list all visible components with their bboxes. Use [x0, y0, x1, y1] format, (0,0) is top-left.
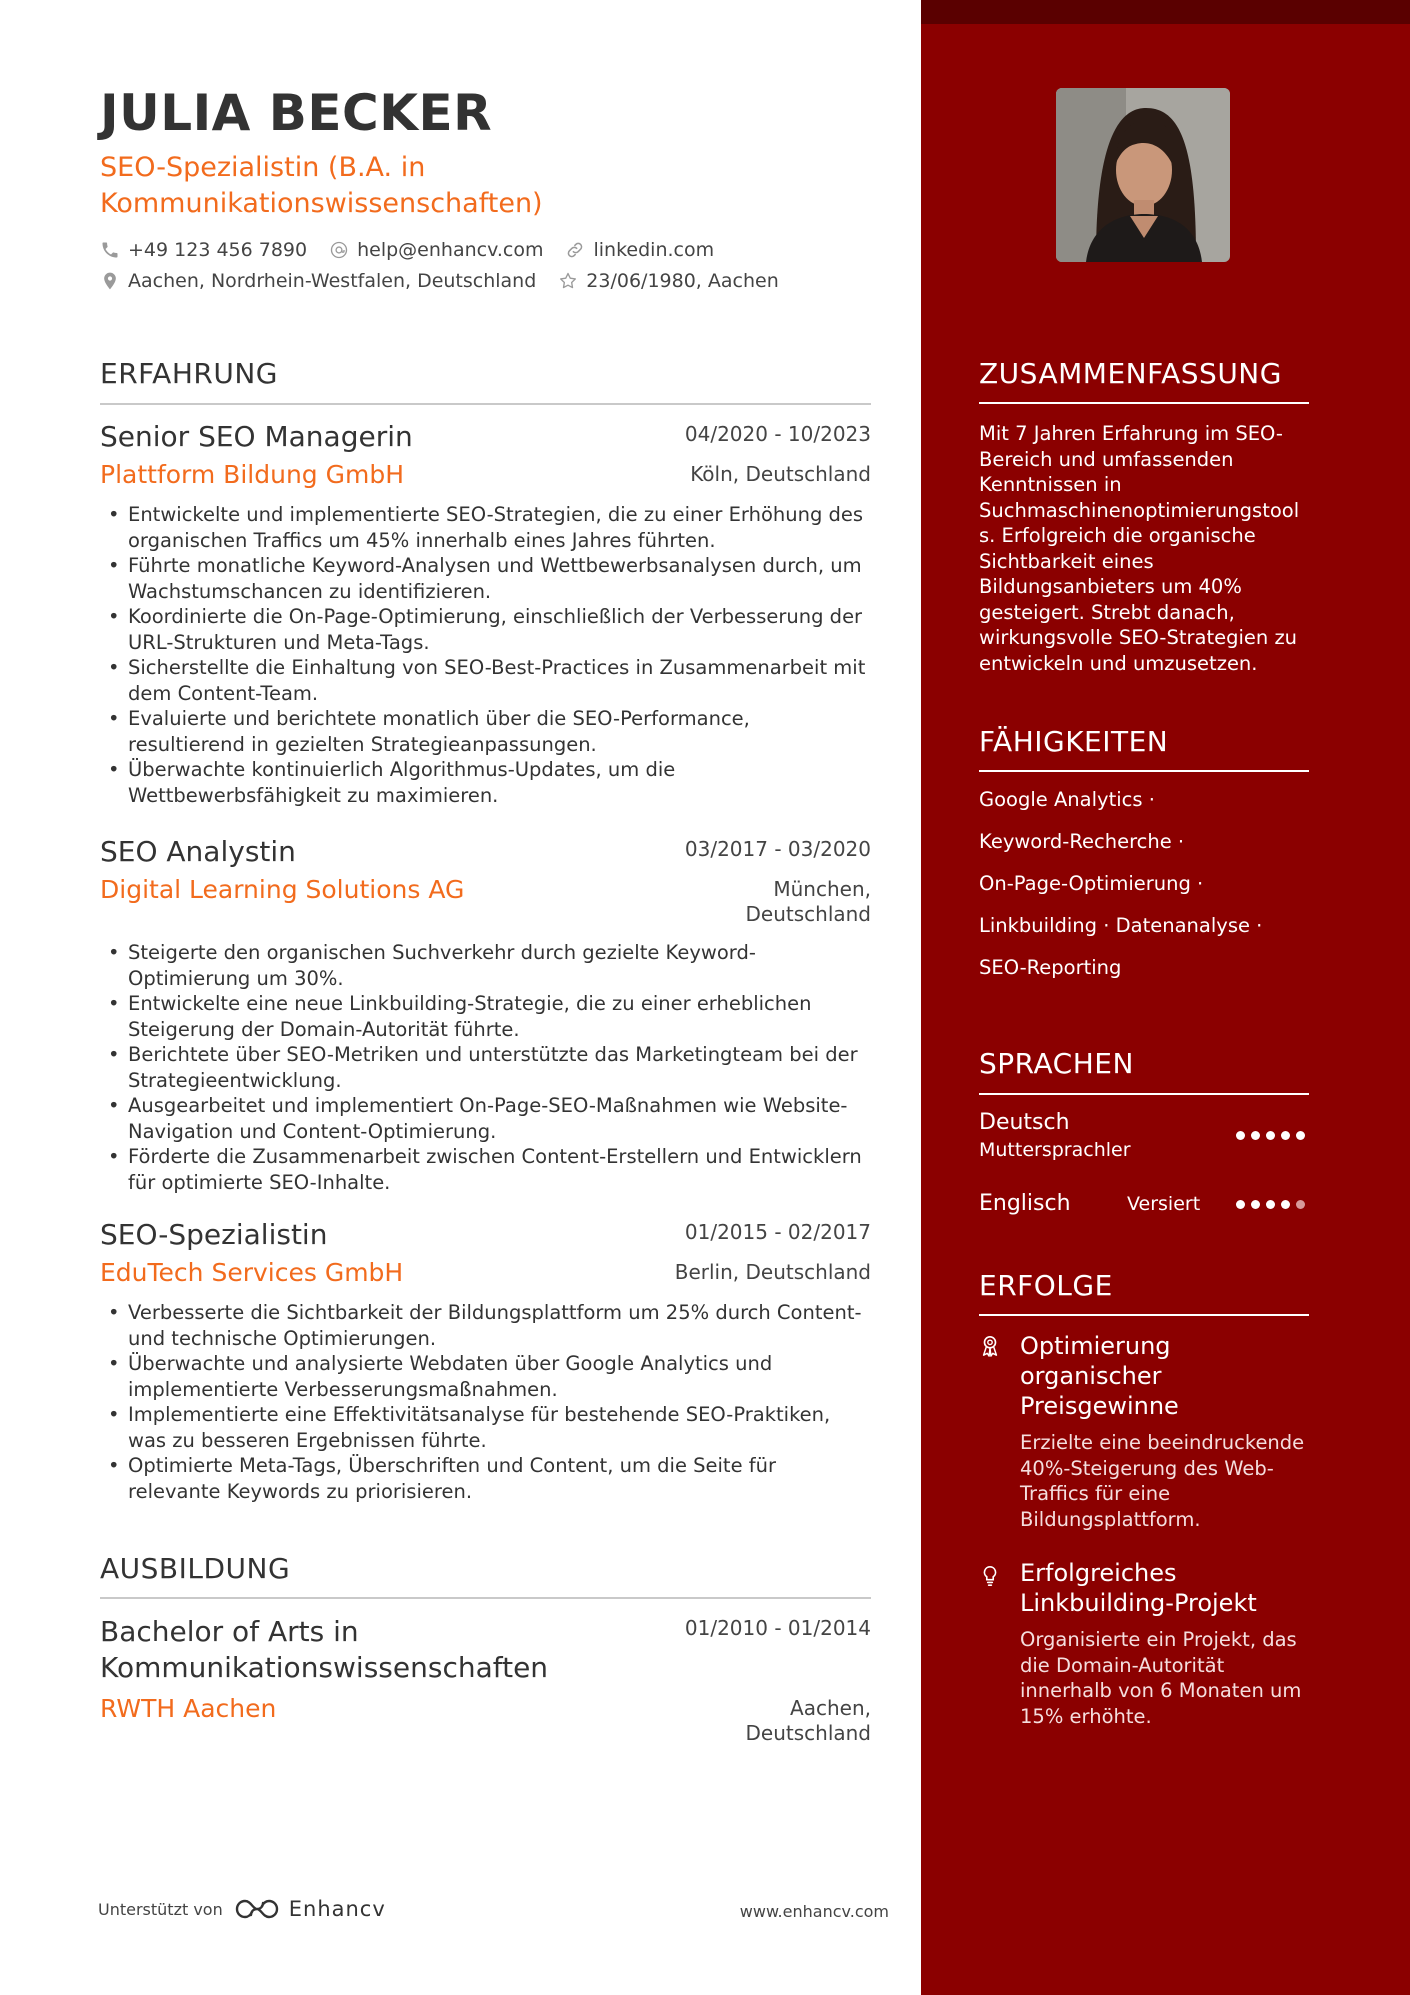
award-icon — [979, 1334, 1001, 1358]
sidebar-topbar — [921, 0, 1410, 24]
job-location-line: Deutschland — [745, 902, 871, 926]
job-company: Digital Learning Solutions AG — [100, 875, 465, 904]
footer-url[interactable]: www.enhancv.com — [739, 1902, 889, 1921]
job-title: Senior SEO Managerin — [100, 420, 413, 453]
candidate-title: SEO-Spezialistin (B.A. in Kommunikationswissenschaften) — [100, 152, 543, 219]
rating-dot — [1236, 1200, 1245, 1209]
education-location — [746, 1696, 872, 1746]
location-pin-icon — [100, 271, 120, 291]
job-title: SEO Analystin — [100, 835, 296, 868]
bullet: • Sicherstellte die Einhaltung von SEO-Best-Practices in Zusammenarbeit mit dem Content-Team. — [100, 655, 871, 706]
summary-heading: ZUSAMMENFASSUNG — [979, 357, 1282, 390]
phone-text: +49 123 456 7890 — [128, 239, 308, 261]
rating-dot — [1281, 1131, 1290, 1140]
job-location-line: München, — [773, 877, 871, 901]
footer-powered-by — [98, 1897, 386, 1921]
star-icon — [558, 271, 578, 291]
job-dates: 03/2017 - 03/2020 — [684, 837, 871, 861]
phone[interactable] — [100, 239, 307, 261]
language-name: Englisch — [979, 1191, 1071, 1216]
linkedin-text: linkedin.com — [593, 239, 715, 261]
skill-row: Linkbuilding · Datenanalyse · — [979, 914, 1263, 937]
phone-icon — [100, 240, 120, 260]
lightbulb-icon — [979, 1564, 1001, 1588]
rating-dot — [1281, 1200, 1290, 1209]
achievement-description: Erzielte eine beeindruckende 40%-Steigerung des Web-Traffics für eine Bildungsplattform. — [1020, 1431, 1305, 1531]
language-level: Muttersprachler — [979, 1139, 1131, 1161]
language-rating — [1236, 1200, 1311, 1209]
contact-row-2 — [100, 270, 801, 292]
rating-dot — [1236, 1131, 1245, 1140]
bullet: • Berichtete über SEO-Metriken und unterstützte das Marketingteam bei der Strategieentwicklung. — [100, 1042, 871, 1093]
achievements-heading: ERFOLGE — [979, 1269, 1113, 1302]
languages-heading: SPRACHEN — [979, 1047, 1134, 1080]
job-bullets — [100, 940, 871, 1195]
job-bullets — [100, 1300, 871, 1504]
location — [100, 270, 536, 292]
language-rating — [1236, 1131, 1311, 1140]
bullet: • Überwachte kontinuierlich Algorithmus-Updates, um die Wettbewerbsfähigkeit zu maximieren. — [100, 757, 871, 808]
summary-text — [979, 421, 1319, 676]
summary-line: Bereich und umfassenden — [979, 447, 1234, 471]
education-entry — [100, 1614, 871, 1754]
achievement-description: Organisierte ein Projekt, das die Domain-Autorität innerhalb von 6 Monaten um 15% erhöhte. — [1020, 1628, 1302, 1728]
job-entry — [100, 420, 871, 808]
languages-divider — [979, 1093, 1309, 1095]
bullet: • Evaluierte und berichtete monatlich über die SEO-Performance, resultierend in gezielten Strategieanpassungen. — [100, 706, 871, 757]
job-bullets — [100, 502, 871, 808]
education-location-line: Deutschland — [745, 1721, 871, 1745]
skill-row: On-Page-Optimierung · — [979, 872, 1204, 895]
job-company: Plattform Bildung GmbH — [100, 460, 404, 489]
education-heading: AUSBILDUNG — [100, 1552, 291, 1585]
skill-row: SEO-Reporting — [979, 956, 1122, 979]
degree-line: Bachelor of Arts in — [100, 1615, 359, 1648]
candidate-name: JULIA BECKER — [100, 84, 493, 142]
achievements-divider — [979, 1314, 1309, 1316]
job-dates: 01/2015 - 02/2017 — [684, 1220, 871, 1244]
degree-line: Kommunikationswissenschaften — [100, 1651, 549, 1684]
summary-divider — [979, 402, 1309, 404]
rating-dot — [1251, 1200, 1260, 1209]
job-entry — [100, 1218, 871, 1504]
at-icon — [329, 240, 349, 260]
rating-dot — [1251, 1131, 1260, 1140]
job-location: Berlin, Deutschland — [674, 1260, 871, 1284]
job-location — [746, 877, 872, 927]
language-level: Versiert — [1127, 1193, 1201, 1215]
rating-dot — [1266, 1200, 1275, 1209]
bullet: • Entwickelte und implementierte SEO-Strategien, die zu einer Erhöhung des organischen Traffics um 45% innerhalb eines Jahres führten. — [100, 502, 871, 553]
skills-divider — [979, 770, 1309, 772]
rating-dot — [1296, 1131, 1305, 1140]
contact-row-1 — [100, 239, 736, 261]
achievement-title: Optimierung organischer Preisgewinne — [1020, 1332, 1179, 1420]
experience-divider — [100, 403, 871, 405]
enhancv-logo-icon — [233, 1897, 281, 1921]
email[interactable] — [329, 239, 543, 261]
bullet: • Koordinierte die On-Page-Optimierung, einschließlich der Verbesserung der URL-Strukturen und Meta-Tags. — [100, 604, 871, 655]
link-icon — [565, 240, 585, 260]
profile-photo — [1056, 88, 1230, 262]
bullet: • Förderte die Zusammenarbeit zwischen Content-Erstellern und Entwicklern für optimierte SEO-Inhalte. — [100, 1144, 871, 1195]
summary-line: Suchmaschinenoptimierungstool — [979, 498, 1300, 522]
bullet: • Verbesserte die Sichtbarkeit der Bildungsplattform um 25% durch Content- und technische Optimierungen. — [100, 1300, 871, 1351]
skill-row: Keyword-Recherche · — [979, 830, 1185, 853]
summary-line: Bildungsanbieters um 40% — [979, 575, 1242, 598]
language-name: Deutsch — [979, 1110, 1070, 1135]
job-title: SEO-Spezialistin — [100, 1218, 328, 1251]
rating-dot — [1296, 1200, 1305, 1209]
enhancv-brand[interactable]: Enhancv — [288, 1897, 386, 1921]
bullet: • Optimierte Meta-Tags, Überschriften und Content, um die Seite für relevante Keywords zu priorisieren. — [100, 1453, 871, 1504]
education-location-line: Aachen, — [790, 1696, 871, 1720]
bullet: • Steigerte den organischen Suchverkehr durch gezielte Keyword-Optimierung um 30%. — [100, 940, 871, 991]
bullet: • Implementierte eine Effektivitätsanalyse für bestehende SEO-Praktiken, was zu besseren Ergebnissen führte. — [100, 1402, 871, 1453]
job-location: Köln, Deutschland — [690, 462, 871, 486]
rating-dot — [1266, 1131, 1275, 1140]
job-dates: 04/2020 - 10/2023 — [684, 422, 871, 446]
birth-text: 23/06/1980, Aachen — [586, 270, 779, 292]
bullet: • Führte monatliche Keyword-Analysen und Wettbewerbsanalysen durch, um Wachstumschancen zu identifizieren. — [100, 553, 871, 604]
summary-line: gesteigert. Strebt danach, — [979, 600, 1235, 624]
skills-heading: FÄHIGKEITEN — [979, 725, 1169, 758]
birth — [558, 270, 778, 292]
summary-line: s. Erfolgreich die organische — [979, 524, 1256, 547]
education-dates: 01/2010 - 01/2014 — [684, 1616, 871, 1640]
linkedin[interactable] — [565, 239, 714, 261]
summary-line: Sichtbarkeit eines — [979, 549, 1154, 573]
powered-by-text: Unterstützt von — [98, 1899, 223, 1919]
sidebar — [921, 0, 1410, 1995]
job-entry — [100, 835, 871, 1195]
summary-line: Kenntnissen in — [979, 473, 1122, 496]
education-divider — [100, 1597, 871, 1599]
bullet: • Ausgearbeitet und implementiert On-Page-SEO-Maßnahmen wie Website-Navigation und Content-Optimierung. — [100, 1093, 871, 1144]
email-text: help@enhancv.com — [357, 239, 544, 261]
bullet: • Überwachte und analysierte Webdaten über Google Analytics und implementierte Verbesserungsmaßnahmen. — [100, 1351, 871, 1402]
job-company: EduTech Services GmbH — [100, 1258, 404, 1287]
skill-row: Google Analytics · — [979, 788, 1155, 811]
summary-line: Mit 7 Jahren Erfahrung im SEO- — [979, 422, 1283, 445]
degree — [100, 1614, 548, 1686]
bullet: • Entwickelte eine neue Linkbuilding-Strategie, die zu einer erheblichen Steigerung der Domain-Autorität führte. — [100, 991, 871, 1042]
location-text: Aachen, Nordrhein-Westfalen, Deutschland — [128, 270, 537, 292]
summary-line: entwickeln und umzusetzen. — [979, 651, 1258, 675]
school: RWTH Aachen — [100, 1694, 277, 1723]
summary-line: wirkungsvolle SEO-Strategien zu — [979, 626, 1298, 649]
achievement-title: Erfolgreiches Linkbuilding-Projekt — [1020, 1559, 1257, 1617]
avatar-icon — [1056, 88, 1230, 262]
experience-heading: ERFAHRUNG — [100, 357, 278, 390]
